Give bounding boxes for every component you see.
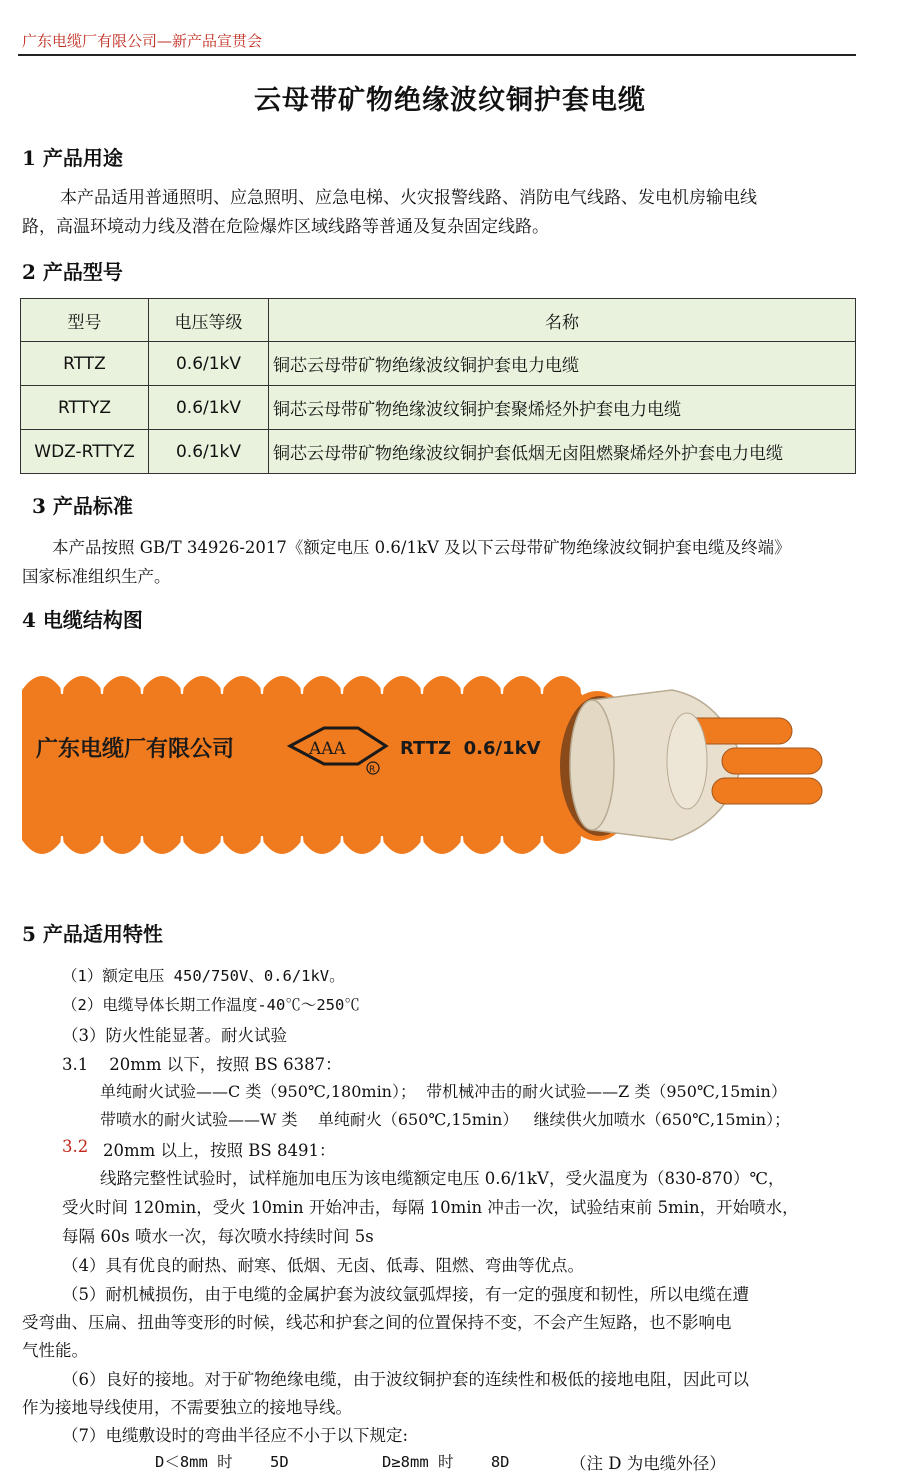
- cable-structure-diagram: [22, 650, 832, 900]
- feature-item-6-line-2: 作为接地导线使用，不需要独立的接地导线。: [22, 1398, 352, 1417]
- feature-3-1-line-1: 单纯耐火试验——C 类（950℃,180min）； 带机械冲击的耐火试验——Z 类（950℃,15min）: [100, 1082, 787, 1101]
- bend-radius-large: D≥8mm 时 8D: [382, 1453, 510, 1471]
- feature-3-2-heading: 20mm 以上，按照 BS 8491：: [103, 1141, 336, 1160]
- table-header-cell: 电压等级: [149, 299, 269, 342]
- feature-item-5-line-1: （5）耐机械损伤，由于电缆的金属护套为波纹氩弧焊接，有一定的强度和韧性，所以电缆在遭: [62, 1285, 749, 1304]
- header-divider: [18, 54, 856, 56]
- table-row: [21, 386, 856, 430]
- section-5-heading: 5 产品适用特性: [22, 922, 163, 946]
- table-cell-name: 铜芯云母带矿物绝缘波纹铜护套电力电缆: [269, 342, 856, 386]
- bend-radius-small: D＜8mm 时 5D: [155, 1453, 289, 1471]
- model-table: [20, 298, 856, 474]
- table-header-row: [21, 299, 856, 342]
- table-cell-voltage: 0.6/1kV: [149, 386, 269, 430]
- section-1-paragraph-line-2: 路，高温环境动力线及潜在危险爆炸区域线路等普通及复杂固定线路。: [22, 217, 549, 237]
- feature-3-2-line-3: 每隔 60s 喷水一次，每次喷水持续时间 5s: [62, 1227, 374, 1246]
- feature-3-2-number: 3.2: [62, 1137, 89, 1156]
- feature-item-1: （1）额定电压 450/750V、0.6/1kV。: [62, 967, 345, 985]
- table-cell-name: 铜芯云母带矿物绝缘波纹铜护套低烟无卤阻燃聚烯烃外护套电力电缆: [269, 430, 856, 474]
- table-cell-voltage: 0.6/1kV: [149, 430, 269, 474]
- table-cell-voltage: 0.6/1kV: [149, 342, 269, 386]
- cable-print-model: RTTZ 0.6/1kV: [400, 738, 541, 759]
- feature-3-1-heading: 3.1 20mm 以下，按照 BS 6387：: [62, 1055, 342, 1074]
- feature-item-7: （7）电缆敷设时的弯曲半径应不小于以下规定:: [62, 1426, 409, 1445]
- table-cell-model: RTTYZ: [21, 386, 149, 430]
- feature-item-5-line-3: 气性能。: [22, 1341, 88, 1360]
- feature-item-3: （3）防火性能显著。耐火试验: [62, 1026, 287, 1045]
- feature-3-2-line-1: 线路完整性试验时，试样施加电压为该电缆额定电压 0.6/1kV，受火温度为（830-870）℃，: [100, 1169, 785, 1188]
- feature-item-4: （4）具有优良的耐热、耐寒、低烟、无卤、低毒、阻燃、弯曲等优点。: [62, 1256, 584, 1275]
- core-insulation: [667, 713, 707, 809]
- section-1-heading: 1 产品用途: [22, 146, 123, 170]
- table-header-cell: 名称: [269, 299, 856, 342]
- table-cell-name: 铜芯云母带矿物绝缘波纹铜护套聚烯烃外护套电力电缆: [269, 386, 856, 430]
- conductor-core: [722, 748, 822, 774]
- feature-item-2: （2）电缆导体长期工作温度-40℃～250℃: [62, 996, 360, 1014]
- aaa-logo-text: AAA: [309, 739, 346, 759]
- table-header-cell: 型号: [21, 299, 149, 342]
- document-title: 云母带矿物绝缘波纹铜护套电缆: [254, 85, 646, 116]
- section-4-heading: 4 电缆结构图: [22, 608, 143, 632]
- section-2-heading: 2 产品型号: [22, 260, 123, 284]
- mica-insulation-end: [570, 700, 614, 830]
- corrugated-sheath: [22, 672, 585, 858]
- table-row: [21, 430, 856, 474]
- feature-item-6-line-1: （6）良好的接地。对于矿物绝缘电缆，由于波纹铜护套的连续性和极低的接地电阻，因此可以: [62, 1370, 749, 1389]
- header-company-line: 广东电缆厂有限公司—新产品宣贯会: [22, 32, 263, 50]
- section-3-paragraph-line-1: 本产品按照 GB/T 34926-2017《额定电压 0.6/1kV 及以下云母带矿物绝缘波纹铜护套电缆及终端》: [52, 538, 791, 557]
- section-1-paragraph-line-1: 本产品适用普通照明、应急照明、应急电梯、火灾报警线路、消防电气线路、发电机房输电线: [60, 188, 757, 208]
- registered-mark: R: [369, 765, 376, 775]
- conductor-core: [712, 778, 822, 804]
- feature-3-1-line-2: 带喷水的耐火试验——W 类 单纯耐火（650℃,15min） 继续供火加喷水（650℃,15min）；: [100, 1110, 791, 1129]
- table-cell-model: RTTZ: [21, 342, 149, 386]
- feature-3-2-line-2: 受火时间 120min，受火 10min 开始冲击，每隔 10min 冲击一次，试验结束前 5min，开始喷水，: [62, 1198, 799, 1217]
- table-row: [21, 342, 856, 386]
- bend-radius-note: （注 D 为电缆外径）: [570, 1454, 726, 1471]
- cable-print-company: 广东电缆厂有限公司: [36, 737, 235, 762]
- section-3-paragraph-line-2: 国家标准组织生产。: [22, 567, 171, 586]
- table-cell-model: WDZ-RTTYZ: [21, 430, 149, 474]
- feature-item-5-line-2: 受弯曲、压扁、扭曲等变形的时候，线芯和护套之间的位置保持不变，不会产生短路，也不影响电: [22, 1313, 732, 1332]
- section-3-heading: 3 产品标准: [32, 494, 133, 518]
